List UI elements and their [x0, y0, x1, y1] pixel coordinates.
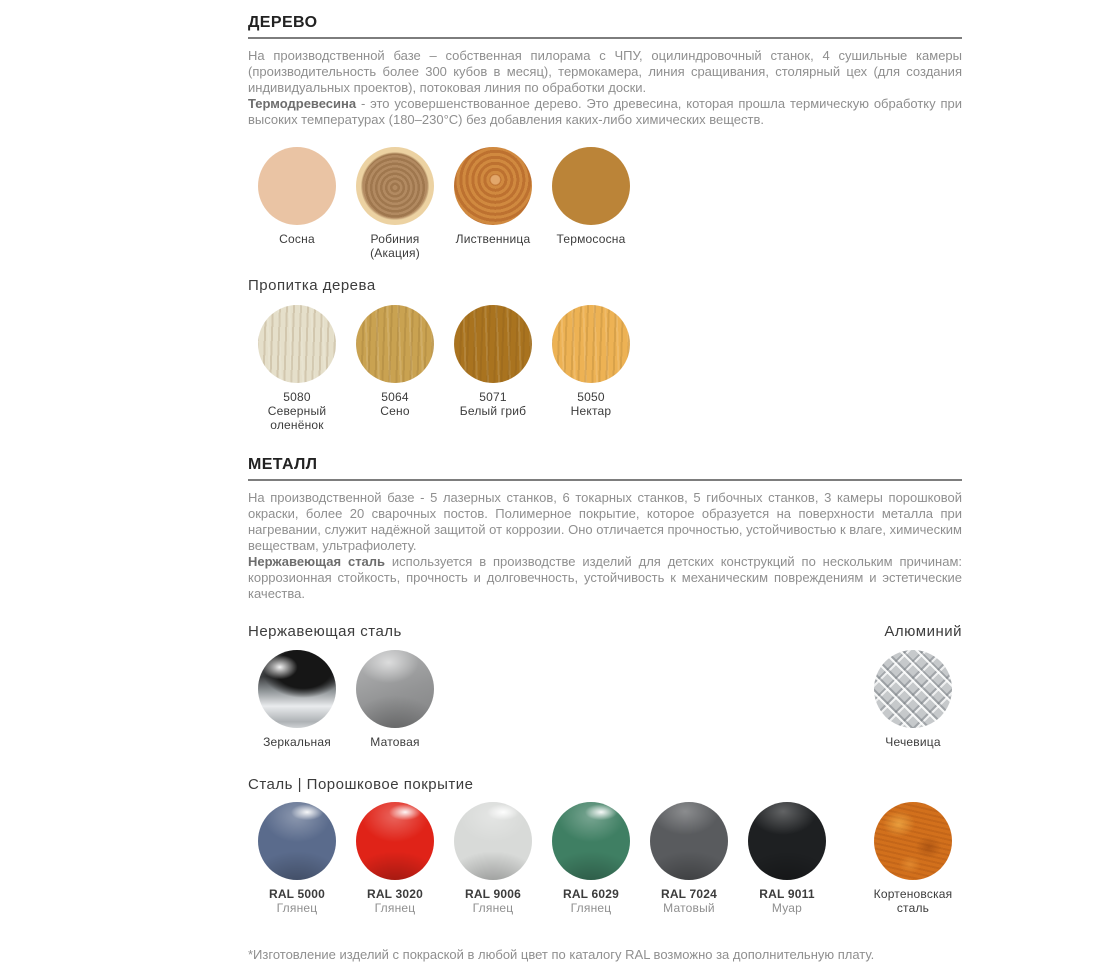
metal-section: [248, 456, 962, 962]
swatch-corten-steel: [864, 802, 962, 915]
wood-section: [248, 14, 962, 432]
thermowood-description: - это усовершенствованное дерево. Это древесина, которая прошла термическую обработку при высоких температурах (180–230°С) без добавления каких-либо химических веществ.: [248, 96, 962, 127]
thermowood-term: Термодревесина: [248, 96, 357, 111]
ral-5000-sphere-image: [258, 802, 336, 880]
aluminum-plate-image: [874, 650, 952, 728]
swatch-label: RAL 9011 Муар: [759, 887, 815, 915]
swatch-thermopine: [542, 147, 640, 260]
stain-5064-image: [356, 305, 434, 383]
swatch-stain-5071: [444, 305, 542, 432]
swatch-label: Сосна: [279, 232, 315, 246]
stainless-aluminum-headings: [248, 623, 962, 640]
matte-steel-ball-image: [356, 650, 434, 728]
wood-paragraph-thermowood: [248, 96, 962, 128]
wood-species-row: [248, 147, 962, 260]
swatch-label: 5050 Нектар: [570, 390, 612, 418]
swatch-stain-5064: [346, 305, 444, 432]
wood-section-divider: [248, 37, 962, 39]
swatch-label: 5080 Северный оленёнок: [267, 390, 327, 432]
metal-section-title: МЕТАЛЛ: [248, 456, 318, 473]
aluminum-title: Алюминий: [884, 623, 962, 640]
stain-5050-image: [552, 305, 630, 383]
stainless-term: Нержавеющая сталь: [248, 554, 386, 569]
swatch-stain-5080: [248, 305, 346, 432]
swatch-label: RAL 7024 Матовый: [660, 887, 718, 915]
swatch-pine: [248, 147, 346, 260]
powder-coating-title: Сталь | Порошковое покрытие: [248, 776, 474, 793]
impregnation-row: [248, 305, 962, 432]
swatch-stain-5050: [542, 305, 640, 432]
swatch-label: Робиния (Акация): [370, 232, 420, 260]
swatch-robinia: [346, 147, 444, 260]
stain-5071-image: [454, 305, 532, 383]
wood-paragraph-production: На производственной базе – собственная пилорама с ЧПУ, оцилиндровочный станок, 4 сушильные камеры (производительность более 300 кубов в месяц), термокамера, линия сращивания, столярный цех (для создания индивидуальных проектов), потоковая линия по обработки доски.: [248, 48, 962, 95]
stainless-description: используется в производстве изделий для детских конструкций по нескольким причинам: коррозионная стойкость, прочность и долговечность, устойчивость к механическим повреждениям и эстетические качества.: [248, 554, 963, 601]
ral-6029-sphere-image: [552, 802, 630, 880]
ral-9006-sphere-image: [454, 802, 532, 880]
mirror-steel-ball-image: [258, 650, 336, 728]
swatch-label: RAL 9006 Глянец: [464, 887, 522, 915]
stainless-title: Нержавеющая сталь: [248, 623, 402, 640]
impregnation-title: Пропитка дерева: [248, 277, 376, 294]
ral-9011-sphere-image: [748, 802, 826, 880]
swatch-label: Термососна: [556, 232, 626, 246]
metal-section-divider: [248, 479, 962, 481]
swatch-label: Зеркальная: [263, 735, 331, 749]
swatch-matte-steel: [346, 650, 444, 749]
metal-paragraph-stainless: [248, 554, 962, 602]
thermopine-grain-image: [552, 147, 630, 225]
ral-3020-sphere-image: [356, 802, 434, 880]
robinia-cross-section-image: [356, 147, 434, 225]
swatch-label: Чечевица: [885, 735, 941, 749]
swatch-mirror-steel: [248, 650, 346, 749]
swatch-ral-5000: [248, 802, 346, 915]
powder-coating-row: [248, 802, 962, 915]
swatch-label: 5071 Белый гриб: [459, 390, 527, 418]
ral-7024-sphere-image: [650, 802, 728, 880]
swatch-label: 5064 Сено: [380, 390, 410, 418]
swatch-label: Матовая: [370, 735, 420, 749]
swatch-label: Лиственница: [455, 232, 531, 246]
swatch-ral-9006: [444, 802, 542, 915]
ral-swatch-group: [248, 802, 836, 915]
larch-cross-section-image: [454, 147, 532, 225]
swatch-label: RAL 3020 Глянец: [366, 887, 424, 915]
ral-footnote: *Изготовление изделий с покраской в любой цвет по каталогу RAL возможно за дополнительную плату.: [248, 947, 875, 962]
corten-steel-image: [874, 802, 952, 880]
swatch-ral-7024: [640, 802, 738, 915]
swatch-ral-6029: [542, 802, 640, 915]
swatch-label: RAL 6029 Глянец: [562, 887, 620, 915]
metal-paragraph-production: На производственной базе - 5 лазерных станков, 6 токарных станков, 5 гибочных станков, 3 камеры порошковой окраски, более 20 сварочных постов. Полимерное покрытие, которое образуется на поверхности металла при нагревании, служит надёжной защитой от коррозии. Оно отличается прочностью, устойчивостью к влаге, химическим веществам, ультрафиолету.: [248, 490, 962, 553]
swatch-aluminum-lentil: [864, 650, 962, 749]
stainless-row: [248, 650, 962, 749]
wood-section-title: ДЕРЕВО: [248, 14, 318, 31]
stain-5080-image: [258, 305, 336, 383]
stainless-swatch-group: [248, 650, 444, 749]
pine-cross-section-image: [258, 147, 336, 225]
swatch-label: Кортеновская сталь: [873, 887, 953, 915]
swatch-ral-3020: [346, 802, 444, 915]
swatch-ral-9011: [738, 802, 836, 915]
swatch-larch: [444, 147, 542, 260]
swatch-label: RAL 5000 Глянец: [268, 887, 326, 915]
